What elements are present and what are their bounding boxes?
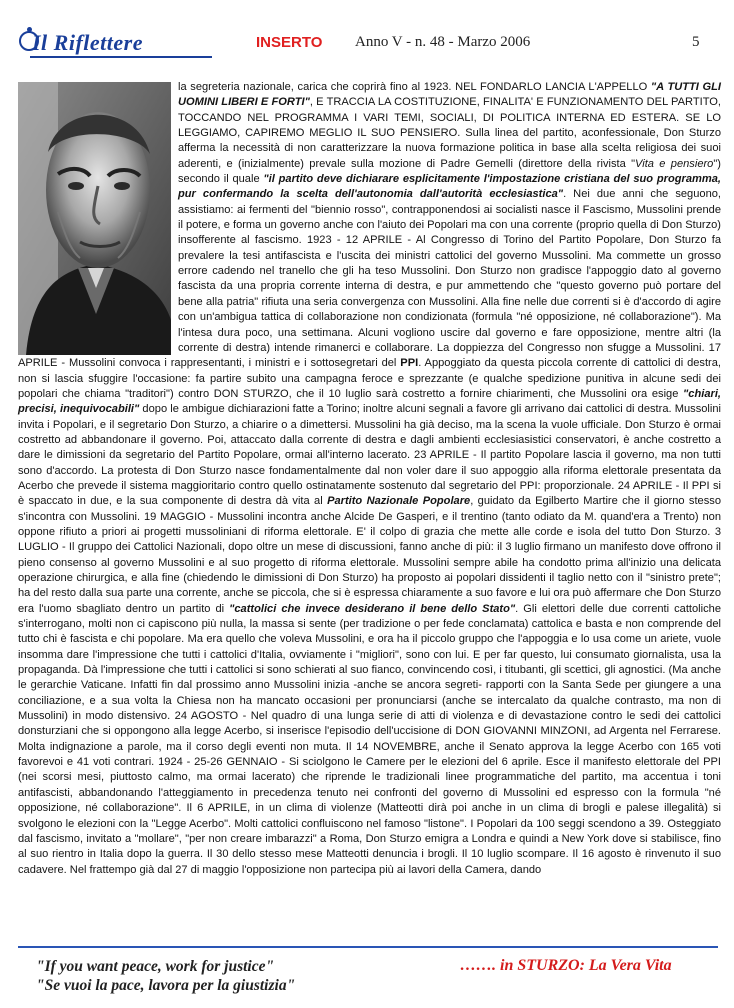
- page-header: [16, 28, 720, 60]
- page-number: 5: [692, 34, 700, 50]
- article-body: [18, 80, 721, 942]
- photo-spacer: [18, 80, 178, 356]
- footer-quote-english: "If you want peace, work for justice": [36, 958, 275, 975]
- footer-tagline: ……. in STURZO: La Vera Vita: [460, 957, 672, 974]
- article-text: la segreteria nazionale, carica che coprirà fino al 1923. NEL FONDARLO LANCIA L'APPELLO "A TUTTI GLI UOMINI LIBERI E FORTI", E TRACCIA LA COSTITUZIONE, FINALITA' E FUNZIONAMENTO DEL PARTITO, TOCCANDO NEL PROGRAMMA I VARI TEMI, SOCIALI, DI POLITICA INTERNA ED ESTERA. SE LO LEGGIAMO, CAPIREMO MEGLIO IL SUO PENSIERO. Sulla linea del partito, aconfessionale, Don Sturzo afferma la necessità di non caratterizzare la nuova formazione politica in base alla scelta religiosa dei suoi aderenti, e (inizialmente) prevale sulla mozione di Padre Gemelli (direttore della rivista "Vita e pensiero") secondo il quale "il partito deve dichiarare esplicitamente l'impostazione cristiana del suo programma, pur confermando la scelta dell'autonomia dall'autorità ecclesiastica". Nei due anni che seguono, assistiamo: ai fermenti del "biennio rosso", contrapponendosi ai socialisti nasce il Fascismo, Mussolini prende il potere, e forma un governo anche con l'aiuto dei Popolari ma con una corrente (proprio quella di Don Sturzo) insofferente al fascismo. 1923 - 12 APRILE - Al Congresso di Torino del Partito Popolare, Don Sturzo fa prevalere la tesi antifascista e l'uscita dei ministri cattolici del governo Mussolini. Ma commette un grosso errore cadendo nel tranello che gli ha teso Mussolini. Don Sturzo non gradisce l'appoggio dato al governo fascista da una propria corrente interna di destra, e pur ammettendo che "questo governo può portare del bene alla patria" rifiuta una seria convergenza con Mussolini. Alla fine nelle due correnti si è d'accordo di agire con un'ambigua tattica di collaborazione non condizionata (formula "né opposizione, né collaborazione"). Ma l'intesa dura poco, una settimana. Alcuni vogliono uscire dal governo e fare opposizione, mentre altri (la corrente di destra) intende rimanerci e collaborare. La doppiezza del Congresso non sfugge a Mussolini. 17 APRILE - Mussolini convoca i rappresentanti, i ministri e i sottosegretari del PPI. Appoggiato da questa piccola corrente di cattolici di destra, non si lascia sfuggire l'occasione: fa partire subito una campagna feroce e sprezzante (e qualche spedizione punitiva in alcune sedi dei popolari che chiama "traditori") contro DON STURZO, che il 10 luglio sarà costretto a fornire chiarimenti, che Mussolini ora esige "chiari, precisi, inequivocabili" dopo le ambigue dichiarazioni fatte a Torino; inoltre alcuni segnali a favore gli arrivano dai cattolici di destra. Mussolini invita i Popolari, e il segretario Don Sturzo, a chiarire o a dimettersi. Mussolini ha già deciso, ma la scena la vuole ufficiale. Don Sturzo è ormai costretto ad abbandonare il governo. Poi, attaccato dalla corrente di destra e dagli ambienti ecclesiasistici conservatori, è anche costretto a dare le dimissioni da segretario del Partito Popolare, ormai all'interno lacerato. 23 APRILE - Il partito Popolare lascia il governo, ma non tutti sono d'accordo. La protesta di Don Sturzo nasce fondamentalmente dal non voler dare il suo appoggio alla riforma elettorale presentata da Acerbo che prevede il sistema maggioritario contro quello ostinatamente sostenuto dal segretario del PPI: proporzionale. 24 APRILE - Il PPI si è spaccato in due, e la sua componente di destra dà vita al Partito Nazionale Popolare, guidato da Egilberto Martire che il giorno stesso s'incontra con Mussolini. 19 MAGGIO - Mussolini incontra anche Alcide De Gasperi, e il trentino (tanto odiato da M. quand'era a Trento) non oppone rifiuto a priori ai progetti mussoliniani di riforma elettorale. E' il colpo di grazia che mette alle corde e isola del tutto Don Sturzo. 3 LUGLIO - Il gruppo dei Cattolici Nazionali, dopo oltre un mese di discussioni, fanno anche di più: il 3 luglio firmano un manifesto dove offrono il pieno consenso al governo Mussolini e al suo progetto di riforma elettorale. Mussolini sempre abile ha condotto prima all'inizio una delicata operazione chirurgica, e alla fine (chiedendo le dimissioni di Don Sturzo) ha proposto ai popolari dissidenti il taglio netto con il "sinistro prete"; ha del resto dalla sua parte una corrente, anche se piccola, che si è espressa chiaramente a suo favore e lui ora può affermare che Don Sturzo era l'uomo sbagliato dentro un partito di "cattolici che invece desiderano il bene dello Stato". Gli elettori delle due correnti cattoliche s'interrogano, molti non ci capiscono più nulla, la massa si sente (per tradizione o per fede conclamata) cattolica e basta e non comprende del tutto chi è fascista e chi popolare. Ma era quello che voleva Mussolini, e ora ha il piccolo gruppo che l'appoggia e lo usa come un ariete, vuole insomma dare l'impressione che tutti i cattolici d'Italia, ovviamente i "migliori", sono con lui. E per far questo, lui consumato giornalista, usa la propaganda. Dà l'impressione che tutti i cattolici si sono schierati al suo fianco, convincendo così, i titubanti, gli scettici, gli agnostici. (Ma anche le gerarchie Vaticane. Infatti fin dal prossimo anno Mussolini inizia -anche se ancora segreti- rapporti con la Santa Sede per giungere a una conciliazione, e a sua volta la Chiesa non ha mancato occasioni per pronunciarsi (anche se intercalato da qualche contrasto, ma non di Mussolini) in modo distensivo. 24 AGOSTO - Nel quadro di una lunga serie di atti di violenza e di devastazione contro le sedi dei cattolici donsturziani che si oppongono alla legge Acerbo, si inserisce l'episodio dell'uccisione di DON GIOVANNI MINZONI, ad Argenta nel Ferrarese. Molta indignazione a parole, ma il corso degli eventi non muta. Il 14 NOVEMBRE, anche il Senato approva la legge Acerbo con 165 voti favorevoi e 41 voti contrari. 1924 - 25-26 GENNAIO - Si sciolgono le Camere per le elezioni del 6 aprile. Esce il manifesto elettorale del PPI (nei scorsi mesi, piuttosto calmo, ma ormai lacerato) che riprende le tradizionali linee programmatiche del partito, ma accentua i toni antifascisti, abbandonando l'atteggiamento in precedenza tenuto nei confronti del governo di Mussolini ed espresso con la formula "né opposizione, né collaborazione". Il 6 APRILE, in un clima di violenze (Matteotti dirà poi anche in un clima di brogli e palese illegalità) si svolgono le elezioni con la "Legge Acerbo". Molti cattolici confluiscono nel famoso "listone". I Popolari da 100 seggi scendono a 39. Osteggiato dal fascismo, invitato a "mollare", "per non creare imbarazzi" a Roma, Don Sturzo emigra a Londra e quindi a New York dove si stabilisce, fino al suo rientro in Italia dopo la guerra. Il 30 dello stesso mese Matteotti denuncia i brogli. Il 10 luglio scompare. Il 16 agosto è rinvenuto il suo cadavere. Nel frattempo già dal 27 di maggio l'opposizione non partecipa più ai lavori della Camera, dando: [18, 81, 722, 876]
- logo-underline: [30, 56, 212, 58]
- logo-text: Il Riflettere: [32, 30, 143, 55]
- footer-quote-italian: "Se vuoi la pace, lavora per la giustizia": [36, 977, 296, 994]
- footer-divider: [18, 946, 718, 948]
- issue-info: Anno V - n. 48 - Marzo 2006: [355, 34, 531, 50]
- section-label: INSERTO: [256, 34, 323, 51]
